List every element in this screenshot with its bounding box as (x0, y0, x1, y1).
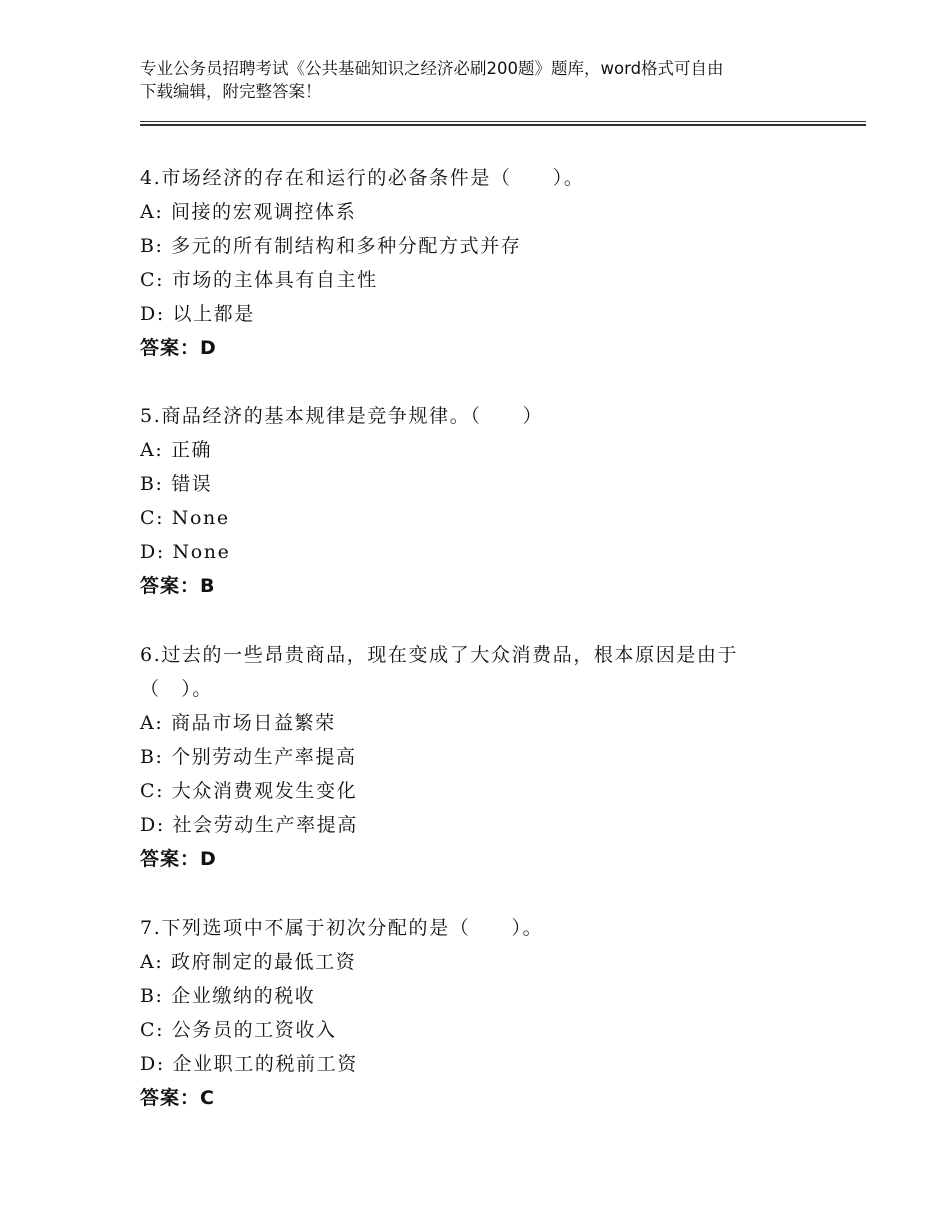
answer-line (140, 842, 820, 876)
document-header (140, 57, 820, 103)
option-a: A: 间接的宏观调控体系 (140, 201, 357, 223)
option-b: B: 个别劳动生产率提高 (140, 746, 357, 768)
option-a: A: 正确 (140, 439, 213, 461)
question-text: 4.市场经济的存在和运行的必备条件是（ ）。 (140, 167, 585, 189)
question-text: 5.商品经济的基本规律是竞争规律。（ ） (140, 405, 544, 427)
option-d: D: 企业职工的税前工资 (140, 1053, 358, 1075)
question-block (140, 911, 820, 1115)
option-c: C: None (140, 507, 230, 529)
answer-line (140, 1081, 820, 1115)
question-block (140, 399, 820, 603)
option-b: B: 多元的所有制结构和多种分配方式并存 (140, 235, 522, 257)
option-c: C: 大众消费观发生变化 (140, 780, 358, 802)
answer-label: 答案： (140, 848, 201, 870)
answer-value: B (200, 575, 215, 597)
question-text: 6.过去的一些昂贵商品，现在变成了大众消费品，根本原因是由于（ ）。 (140, 644, 739, 700)
header-line-2: 下载编辑，附完整答案！ (140, 82, 322, 101)
header-line-1: 专业公务员招聘考试《公共基础知识之经济必刷200题》题库，word格式可自由 (140, 59, 724, 78)
answer-line (140, 331, 820, 365)
option-b: B: 企业缴纳的税收 (140, 985, 316, 1007)
answer-value: D (200, 337, 216, 359)
option-d: D: 社会劳动生产率提高 (140, 814, 358, 836)
answer-line (140, 569, 820, 603)
option-d: D: 以上都是 (140, 303, 255, 325)
answer-label: 答案： (140, 575, 201, 597)
question-block (140, 161, 820, 365)
question-block (140, 638, 820, 876)
answer-label: 答案： (140, 1087, 201, 1109)
option-a: A: 政府制定的最低工资 (140, 951, 357, 973)
header-divider-thick (140, 124, 866, 126)
answer-value: C (200, 1087, 214, 1109)
option-d: D: None (140, 541, 231, 563)
option-a: A: 商品市场日益繁荣 (140, 712, 336, 734)
answer-value: D (200, 848, 216, 870)
answer-label: 答案： (140, 337, 201, 359)
question-text: 7.下列选项中不属于初次分配的是（ ）。 (140, 917, 544, 939)
option-b: B: 错误 (140, 473, 213, 495)
option-c: C: 市场的主体具有自主性 (140, 269, 378, 291)
option-c: C: 公务员的工资收入 (140, 1019, 337, 1041)
header-divider-thin (140, 121, 866, 122)
